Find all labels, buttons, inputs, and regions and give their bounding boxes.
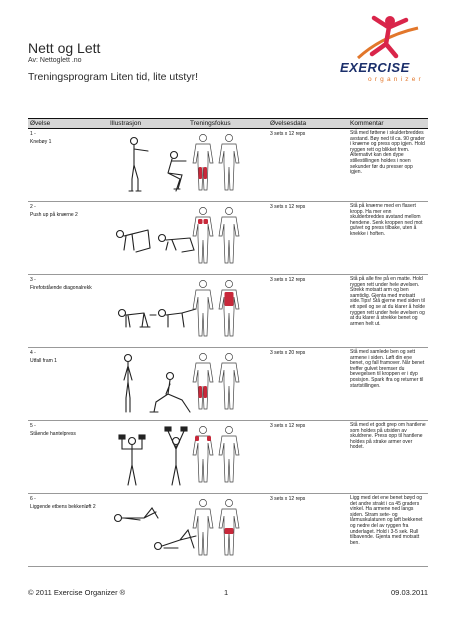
body-outline bbox=[193, 290, 213, 336]
body-outline bbox=[193, 217, 213, 263]
focus-cell bbox=[188, 348, 268, 421]
exercise-number: 5 - bbox=[30, 423, 36, 429]
body-outline bbox=[199, 134, 206, 141]
exercise-cell bbox=[28, 421, 108, 494]
col-header-exercise: Øvelse bbox=[28, 119, 108, 129]
exercise-number: 4 - bbox=[30, 350, 36, 356]
body-outline bbox=[225, 134, 232, 141]
muscle-highlight-back bbox=[225, 292, 234, 306]
exercise-data: 3 sets x 12 reps bbox=[268, 494, 348, 567]
muscle-highlight-legs bbox=[204, 386, 208, 398]
table-row bbox=[28, 275, 428, 348]
exercise-name: Stående hantelpress bbox=[30, 430, 76, 437]
body-outline bbox=[225, 280, 232, 287]
exercise-comment: Stå med føttene i skulderbreddes avstand. Bøy ned til ca. 90 grader i knærne og press opp igjen. Hold ryggen rett og blikket frem. Alternativt kan den dype stillestillingen holdes i noen sekunder før du presser opp igjen. bbox=[348, 129, 428, 202]
exercise-comment: Ligg med det ene benet bøyd og det andre strakt i ca 45 graders vinkel. Ha armene ned langs siden. Stram sete- og lårmuskulaturen og løft bekkenet og nedre del av ryggen fra underlaget. Hold i 3-5 sek. Rull tilbavende. Gjenta med motsatt ben. bbox=[348, 494, 428, 567]
muscle-map-back bbox=[190, 279, 244, 339]
muscle-highlight-glutes bbox=[225, 528, 234, 534]
exercise-comment: Stå på knærne med en flasert kropp. Ha mer enn skulderbreddes avstand mellom hendene. Senk kroppen ned mot gulvet og press tilbake, uten å knekke i hoften. bbox=[348, 202, 428, 275]
exercise-name: Liggende etbens bekkenløft 2 bbox=[30, 503, 96, 510]
body-outline bbox=[219, 363, 239, 409]
page-title: Nett og Lett bbox=[28, 40, 101, 56]
exercise-cell bbox=[28, 202, 108, 275]
exercise-name: Push up på knærne 2 bbox=[30, 211, 78, 218]
exercise-name: Knebøy 1 bbox=[30, 138, 52, 145]
table-row bbox=[28, 421, 428, 494]
logo-word-exercise: EXERCISE bbox=[340, 60, 410, 75]
muscle-map-legs bbox=[190, 352, 244, 412]
exercise-cell bbox=[28, 275, 108, 348]
focus-cell bbox=[188, 275, 268, 348]
focus-cell bbox=[188, 202, 268, 275]
col-header-focus: Treningsfokus bbox=[188, 119, 268, 129]
exercise-data: 3 sets x 12 reps bbox=[268, 275, 348, 348]
body-outline bbox=[193, 363, 213, 409]
table-row bbox=[28, 494, 428, 567]
exercise-number: 2 - bbox=[30, 204, 36, 210]
exercise-name: Utfall fram 1 bbox=[30, 357, 57, 364]
muscle-highlight-shoulders bbox=[195, 436, 199, 441]
exercise-cell bbox=[28, 494, 108, 567]
muscle-map-glutes bbox=[190, 498, 244, 558]
exercise-name: Firefotstående diagonalrekk bbox=[30, 284, 92, 291]
body-outline bbox=[193, 509, 213, 555]
table-header-row bbox=[28, 119, 428, 129]
illustration-cell bbox=[108, 348, 188, 421]
illustration-cell bbox=[108, 275, 188, 348]
illustration-cell bbox=[108, 494, 188, 567]
footer-page-number: 1 bbox=[224, 588, 229, 597]
body-outline bbox=[199, 499, 206, 506]
table-row bbox=[28, 129, 428, 202]
muscle-highlight-legs bbox=[199, 386, 203, 398]
footer-date: 09.03.2011 bbox=[391, 588, 428, 597]
exercise-organizer-logo bbox=[340, 14, 440, 96]
focus-cell bbox=[188, 494, 268, 567]
illustration-cell bbox=[108, 421, 188, 494]
body-outline bbox=[199, 426, 206, 433]
exercise-data: 3 sets x 12 reps bbox=[268, 202, 348, 275]
body-outline bbox=[219, 144, 239, 190]
body-outline bbox=[225, 499, 232, 506]
muscle-map-shoulders bbox=[190, 425, 244, 485]
muscle-map-legs bbox=[190, 133, 244, 193]
jumping-figure-icon bbox=[352, 14, 422, 64]
muscle-highlight-legs bbox=[199, 167, 203, 179]
author-line: Av: Nettoglett .no bbox=[28, 57, 82, 64]
exercise-comment: Stå på alle fire på en matte. Hold ryggen rett under hele øvelsen. Strekk motsatt arm og ben samtidig. Gjenta med motsatt side.Tips! Stå gjerne med siden til ett speil og se at du klarer å holde ryggen rett under hele øvelsen og at du klarer å strekke benet og armen helt ut. bbox=[348, 275, 428, 348]
body-outline bbox=[193, 144, 213, 190]
exercise-data: 3 sets x 12 reps bbox=[268, 421, 348, 494]
focus-cell bbox=[188, 129, 268, 202]
muscle-highlight-legs bbox=[204, 167, 208, 179]
illustration-cell bbox=[108, 202, 188, 275]
body-outline bbox=[219, 217, 239, 263]
body-outline bbox=[199, 353, 206, 360]
exercise-data: 3 sets x 12 reps bbox=[268, 129, 348, 202]
table-row bbox=[28, 202, 428, 275]
body-outline bbox=[199, 280, 206, 287]
body-outline bbox=[193, 436, 213, 482]
exercise-table bbox=[28, 118, 428, 567]
col-header-comment: Kommentar bbox=[348, 119, 428, 129]
footer-copyright: © 2011 Exercise Organizer ® bbox=[28, 588, 126, 597]
exercise-data: 3 sets x 20 reps bbox=[268, 348, 348, 421]
exercise-number: 3 - bbox=[30, 277, 36, 283]
body-outline bbox=[199, 207, 206, 214]
logo-word-organizer: organizer bbox=[368, 76, 424, 83]
body-outline bbox=[225, 207, 232, 214]
exercise-cell bbox=[28, 348, 108, 421]
muscle-highlight-shoulders bbox=[207, 436, 211, 441]
illustration-cell bbox=[108, 129, 188, 202]
table-row bbox=[28, 348, 428, 421]
program-subtitle: Treningsprogram Liten tid, lite utstyr! bbox=[28, 71, 199, 83]
body-outline bbox=[225, 353, 232, 360]
exercise-comment: Stå med et godt grep om hantlene som holdes på utsiden av skuldrene. Press opp til hantlene holdes på strake armer over hodet. bbox=[348, 421, 428, 494]
muscle-map-chest bbox=[190, 206, 244, 266]
col-header-illustration: Illustrasjon bbox=[108, 119, 188, 129]
col-header-data: Øvelsesdata bbox=[268, 119, 348, 129]
exercise-cell bbox=[28, 129, 108, 202]
exercise-number: 6 - bbox=[30, 496, 36, 502]
muscle-highlight-chest bbox=[204, 219, 209, 224]
exercise-number: 1 - bbox=[30, 131, 36, 137]
focus-cell bbox=[188, 421, 268, 494]
exercise-comment: Stå med samlede ben og sett armene i siden. Løft din ene benet, og fall framover. Når benet treffer gulvet bremser du bevegelsen til kroppen er i dyp posisjon. Spark ifra og returner til startstillingen. bbox=[348, 348, 428, 421]
body-outline bbox=[219, 436, 239, 482]
body-outline bbox=[225, 426, 232, 433]
muscle-highlight-chest bbox=[198, 219, 203, 224]
